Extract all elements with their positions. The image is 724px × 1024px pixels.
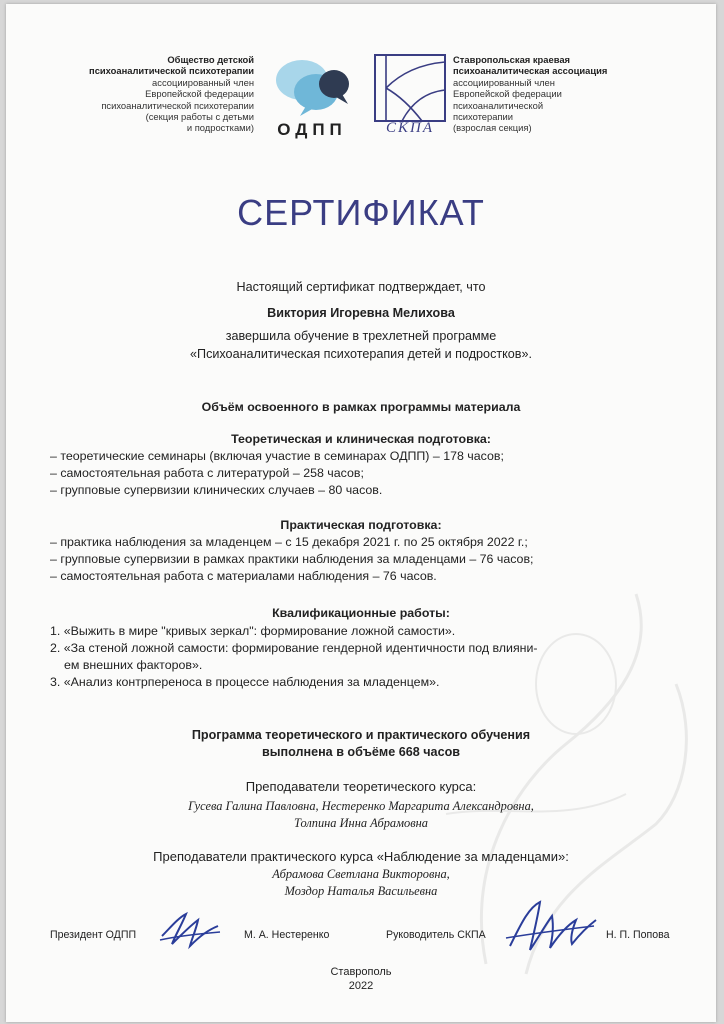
left-signer-role: Президент ОДПП <box>50 929 137 941</box>
left-signature-icon <box>156 906 226 952</box>
list-item: – самостоятельная работа с литературой – 258 часов; <box>50 466 364 480</box>
qualification-list <box>50 623 690 691</box>
left-org-detail-4: (секция работы с детьми <box>145 111 254 123</box>
place: Ставрополь <box>330 966 392 978</box>
theory-teachers-line-1: Гусева Галина Павловна, Нестеренко Маргарита Александровна, <box>188 799 534 813</box>
practice-teachers-heading: Преподаватели практического курса «Наблюдение за младенцами»: <box>153 849 569 864</box>
left-org-name-1: Общество детской <box>167 54 254 65</box>
practice-teachers-line-1: Абрамова Светлана Викторовна, <box>272 867 450 881</box>
right-org-detail-4: психотерапии <box>453 111 513 123</box>
right-organization <box>453 54 673 134</box>
completion-line-1: завершила обучение в трехлетней программе <box>225 329 497 343</box>
left-org-detail-2: Европейской федерации <box>145 88 254 100</box>
practice-teachers-line-2: Моздор Наталья Васильевна <box>284 884 438 898</box>
right-signer-role: Руководитель СКПА <box>386 929 486 941</box>
practice-heading: Практическая подготовка: <box>280 518 442 532</box>
practice-list <box>50 534 690 585</box>
right-signer-name: Н. П. Попова <box>606 929 670 941</box>
skpa-logo-text: СКПА <box>386 120 434 136</box>
left-org-detail-1: ассоциированный член <box>152 76 254 88</box>
summary-line-2: выполнена в объёме 668 часов <box>261 745 461 759</box>
intro-text: Настоящий сертификат подтверждает, что <box>236 280 486 294</box>
theory-teachers-heading: Преподаватели теоретического курса: <box>245 779 477 794</box>
right-org-detail-5: (взрослая секция) <box>453 122 532 134</box>
left-org-detail-5: и подростками) <box>186 122 254 134</box>
list-item: – практика наблюдения за младенцем – с 15 декабря 2021 г. по 25 октября 2022 г.; <box>50 535 528 549</box>
completion-line-2: «Психоаналитическая психотерапия детей и подростков». <box>190 347 532 361</box>
list-item: ем внешних факторов». <box>64 658 203 672</box>
list-item: 1. «Выжить в мире "кривых зеркал": формирование ложной самости». <box>50 624 456 638</box>
summary-line-1: Программа теоретического и практического обучения <box>191 728 531 742</box>
qualification-heading: Квалификационные работы: <box>272 606 450 620</box>
right-org-name-1: Ставропольская краевая <box>453 54 571 65</box>
theory-list <box>50 448 690 499</box>
recipient-name: Виктория Игоревна Мелихова <box>267 306 455 320</box>
list-item: – групповые супервизии в рамках практики наблюдения за младенцами – 76 часов; <box>50 552 534 566</box>
left-organization <box>46 54 254 134</box>
list-item: 3. «Анализ контрпереноса в процессе наблюдения за младенцем». <box>50 675 440 689</box>
list-item: 2. «За стеной ложной самости: формирование гендерной идентичности под влияни- <box>50 641 538 655</box>
volume-heading: Объём освоенного в рамках программы материала <box>201 400 521 414</box>
list-item: – групповые супервизии клинических случаев – 80 часов. <box>50 483 383 497</box>
year: 2022 <box>348 980 374 992</box>
certificate-page <box>6 4 716 1022</box>
certificate-title: СЕРТИФИКАТ <box>237 192 485 233</box>
theory-heading: Теоретическая и клиническая подготовка: <box>231 432 491 446</box>
left-org-name-2: психоаналитической психотерапии <box>89 65 254 77</box>
left-org-detail-3: психоаналитической психотерапии <box>101 99 254 111</box>
odpp-logo-text: ОДПП <box>277 120 347 139</box>
list-item: – теоретические семинары (включая участие в семинарах ОДПП) – 178 часов; <box>50 449 504 463</box>
right-org-detail-1: ассоциированный член <box>453 76 555 88</box>
right-org-detail-2: Европейской федерации <box>453 88 562 100</box>
theory-teachers-line-2: Толпина Инна Абрамовна <box>294 816 428 830</box>
right-signature-icon <box>500 896 600 958</box>
left-signer-name: М. А. Нестеренко <box>244 929 330 941</box>
right-org-detail-3: психоаналитической <box>453 99 544 111</box>
right-org-name-2: психоаналитическая ассоциация <box>453 65 608 77</box>
list-item: – самостоятельная работа с материалами наблюдения – 76 часов. <box>50 569 437 583</box>
